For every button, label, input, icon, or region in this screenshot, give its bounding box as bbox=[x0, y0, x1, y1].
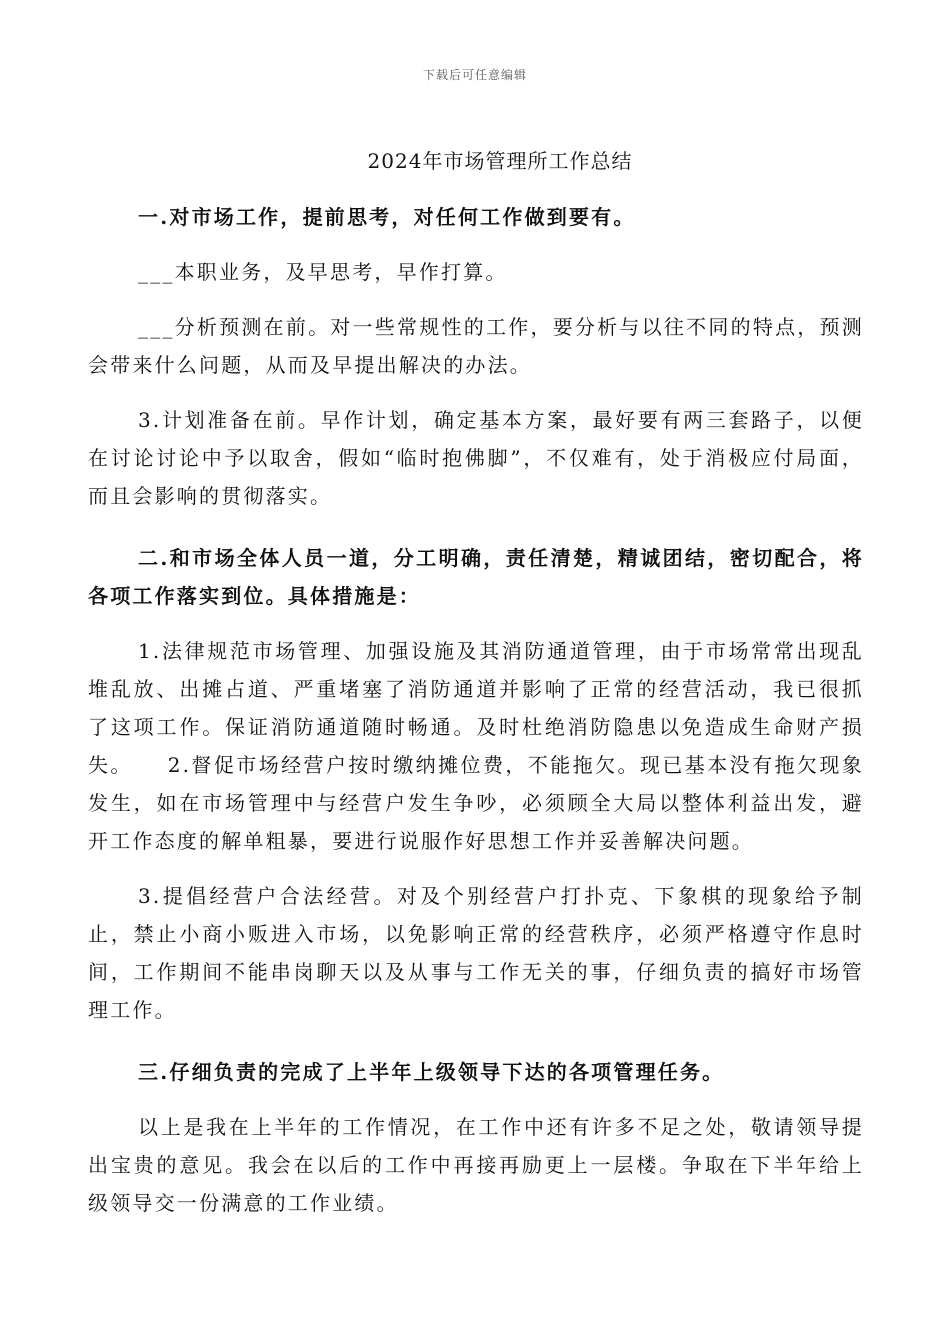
document-body bbox=[88, 198, 864, 1222]
paragraph: 1.法律规范市场管理、加强设施及其消防通道管理，由于市场常常出现乱堆乱放、出摊占道、严重堵塞了消防通道并影响了正常的经营活动，我已很抓了这项工作。保证消防通道随时畅通。及时杜绝消防隐患以免造成生命财产损失。 2.督促市场经营户按时缴纳摊位费，不能拖欠。现已基本没有拖欠现象发生，如在市场管理中与经营户发生争吵，必须顾全大局以整体利益出发，避开工作态度的解单粗暴，要进行说服作好思想工作并妥善解决问题。 bbox=[88, 639, 864, 853]
section-heading-2: 二.和市场全体人员一道，分工明确，责任清楚，精诚团结，密切配合，将各项工作落实到位。具体措施是： bbox=[88, 546, 864, 608]
section-heading-1: 一.对市场工作，提前思考，对任何工作做到要有。 bbox=[138, 205, 636, 229]
paragraph: ___分析预测在前。对一些常规性的工作，要分析与以往不同的特点，预测会带来什么问题，从而及早提出解决的办法。 bbox=[88, 315, 864, 377]
document-title: 2024年市场管理所工作总结 bbox=[367, 149, 633, 173]
header-note: 下载后可任意编辑 bbox=[422, 68, 527, 82]
section-heading-3: 三.仔细负责的完成了上半年上级领导下达的各项管理任务。 bbox=[138, 1060, 725, 1084]
paragraph: ___本职业务，及早思考，早作打算。 bbox=[138, 260, 508, 284]
paragraph: 以上是我在上半年的工作情况，在工作中还有许多不足之处，敬请领导提出宝贵的意见。我会在以后的工作中再接再励更上一层楼。争取在下半年给上级领导交一份满意的工作业绩。 bbox=[88, 1115, 864, 1215]
paragraph: 3.提倡经营户合法经营。对及个别经营户打扑克、下象棋的现象给予制止，禁止小商小贩进入市场，以免影响正常的经营秩序，必须严格遵守作息时间，工作期间不能串岗聊天以及从事与工作无关的事，仔细负责的搞好市场管理工作。 bbox=[88, 884, 864, 1022]
paragraph: 3.计划准备在前。早作计划，确定基本方案，最好要有两三套路子，以便在讨论讨论中予以取舍，假如“临时抱佛脚”，不仅难有，处于消极应付局面，而且会影响的贯彻落实。 bbox=[88, 408, 864, 508]
